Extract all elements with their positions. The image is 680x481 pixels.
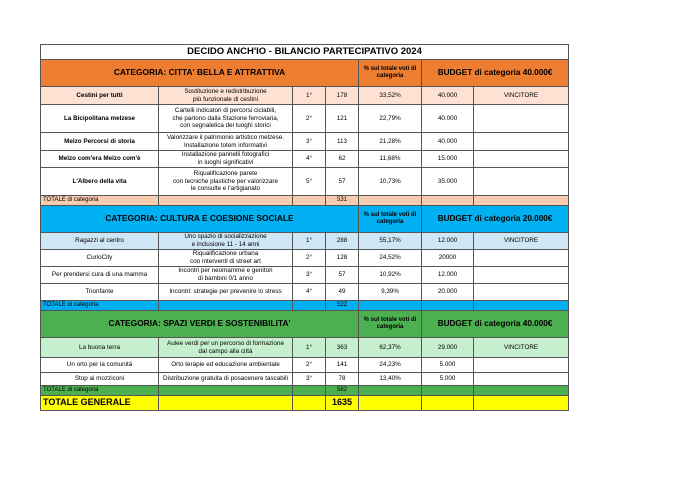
empty-cell [474,386,569,396]
title-row [41,45,569,60]
grand-total-row [41,396,569,411]
project-percentage: 21,28% [359,133,422,151]
category-total-row [41,386,569,396]
project-rank: 1° [293,338,326,358]
empty-cell [159,196,293,206]
project-cost: 12.000 [422,233,474,250]
project-status [474,250,569,267]
project-description: Sostituzione e redistribuzione più funzionale di cestini [159,87,293,105]
project-rank: 5° [293,168,326,196]
results-table [40,44,569,411]
project-percentage: 62,37% [359,338,422,358]
project-status [474,168,569,196]
project-status [474,358,569,373]
empty-cell [293,386,326,396]
category-total-row [41,196,569,206]
category-header [41,206,569,233]
project-row [41,168,569,196]
pct-header: % sul totale voti di categoria [359,206,422,233]
category-total-label: TOTALE di categoria [41,196,159,206]
project-rank: 2° [293,358,326,373]
category-budget: BUDGET di categoria 40.000€ [422,311,569,338]
empty-cell [474,196,569,206]
empty-cell [422,301,474,311]
project-status [474,284,569,301]
project-description: Orto terapie ed educazione ambientale [159,358,293,373]
pct-header: % sul totale voti di categoria [359,311,422,338]
empty-cell [422,196,474,206]
project-description: Uno spazio di socializzazione e inclusione 11 - 14 anni [159,233,293,250]
project-percentage: 11,68% [359,151,422,168]
empty-cell [422,386,474,396]
project-cost: 12.000 [422,267,474,284]
project-name: La Bicipolitana melzese [41,105,159,133]
project-percentage: 9,39% [359,284,422,301]
project-rank: 3° [293,267,326,284]
project-cost: 20000 [422,250,474,267]
project-votes: 141 [326,358,359,373]
project-name: La buona terra [41,338,159,358]
empty-cell [159,386,293,396]
project-row [41,373,569,386]
project-percentage: 22,79% [359,105,422,133]
empty-cell [293,301,326,311]
category-name: CATEGORIA: CULTURA E COESIONE SOCIALE [41,206,359,233]
project-name: Melzo Percorsi di storia [41,133,159,151]
category-name: CATEGORIA: SPAZI VERDI E SOSTENIBILITA' [41,311,359,338]
category-header [41,60,569,87]
project-rank: 3° [293,373,326,386]
category-total-label: TOTALE di categoria [41,386,159,396]
project-percentage: 10,92% [359,267,422,284]
project-votes: 288 [326,233,359,250]
empty-cell [359,301,422,311]
project-row [41,267,569,284]
empty-cell [293,396,326,411]
grand-total-value: 1635 [326,396,359,411]
category-total: 522 [326,301,359,311]
project-row [41,284,569,301]
project-percentage: 55,17% [359,233,422,250]
project-status [474,133,569,151]
category-total: 582 [326,386,359,396]
project-rank: 2° [293,105,326,133]
project-description: Riqualificazione urbana con interventi di street art [159,250,293,267]
project-description: Distribuzione gratuita di posacenere tascabili [159,373,293,386]
project-status: VINCITORE [474,233,569,250]
empty-cell [422,396,474,411]
project-status [474,373,569,386]
project-description: Incontri: strategie per prevenire lo stress [159,284,293,301]
project-cost: 29.000 [422,338,474,358]
project-name: Stop ai mozziconi [41,373,159,386]
project-rank: 3° [293,133,326,151]
project-percentage: 24,23% [359,358,422,373]
project-percentage: 33,52% [359,87,422,105]
project-name: Melzo com'era Melzo com'è [41,151,159,168]
project-name: Per prendersi cura di una mamma [41,267,159,284]
project-votes: 78 [326,373,359,386]
project-cost: 5.000 [422,373,474,386]
project-description: Valorizzare il patrimonio artistico melzese. Installazione totem informativi [159,133,293,151]
empty-cell [159,396,293,411]
project-votes: 57 [326,168,359,196]
project-name: Un orto per la comunità [41,358,159,373]
category-total: 531 [326,196,359,206]
project-cost: 15.000 [422,151,474,168]
project-rank: 1° [293,233,326,250]
project-row [41,87,569,105]
empty-cell [359,196,422,206]
project-row [41,338,569,358]
empty-cell [359,386,422,396]
project-row [41,133,569,151]
category-total-label: TOTALE di categoria [41,301,159,311]
empty-cell [359,396,422,411]
category-budget: BUDGET di categoria 20.000€ [422,206,569,233]
grand-total-label: TOTALE GENERALE [41,396,159,411]
project-name: L'Albero della vita [41,168,159,196]
project-row [41,250,569,267]
project-name: Trionfante [41,284,159,301]
pct-header: % sul totale voti di categoria [359,60,422,87]
project-cost: 40.000 [422,87,474,105]
project-description: Incontri per neomamme e genitori di bambini 0/1 anno [159,267,293,284]
project-percentage: 10,73% [359,168,422,196]
project-percentage: 24,52% [359,250,422,267]
project-row [41,233,569,250]
project-status: VINCITORE [474,87,569,105]
project-rank: 2° [293,250,326,267]
empty-cell [159,301,293,311]
project-cost: 20.000 [422,284,474,301]
category-total-row [41,301,569,311]
project-votes: 128 [326,250,359,267]
project-row [41,151,569,168]
project-description: Riqualificazione parete con tecniche plastiche per valorizzare le consulte e l'artigianato [159,168,293,196]
project-cost: 40.000 [422,133,474,151]
project-description: Installazione pannelli fotografici in luoghi significativi [159,151,293,168]
project-status [474,105,569,133]
project-rank: 1° [293,87,326,105]
empty-cell [293,196,326,206]
project-votes: 178 [326,87,359,105]
project-status [474,151,569,168]
project-votes: 49 [326,284,359,301]
project-votes: 62 [326,151,359,168]
project-status: VINCITORE [474,338,569,358]
project-votes: 57 [326,267,359,284]
project-status [474,267,569,284]
project-votes: 113 [326,133,359,151]
category-header [41,311,569,338]
project-row [41,105,569,133]
project-description: Cartelli indicatori di percorsi ciclabili, che partono dalla Stazione ferroviaria, con segnaletica dei luoghi storici [159,105,293,133]
category-name: CATEGORIA: CITTA' BELLA E ATTRATTIVA [41,60,359,87]
project-description: Aulee verdi per un percorso di formazione dal campo alla città [159,338,293,358]
project-percentage: 13,40% [359,373,422,386]
project-votes: 121 [326,105,359,133]
project-name: Ragazzi al centro [41,233,159,250]
category-budget: BUDGET di categoria 40.000€ [422,60,569,87]
project-cost: 35.000 [422,168,474,196]
empty-cell [474,396,569,411]
project-cost: 40.000 [422,105,474,133]
page-title: DECIDO ANCH'IO - BILANCIO PARTECIPATIVO 2024 [41,45,569,60]
project-rank: 4° [293,151,326,168]
project-rank: 4° [293,284,326,301]
empty-cell [474,301,569,311]
project-votes: 363 [326,338,359,358]
project-name: CurioCity [41,250,159,267]
project-row [41,358,569,373]
project-cost: 5.000 [422,358,474,373]
project-name: Cestini per tutti [41,87,159,105]
